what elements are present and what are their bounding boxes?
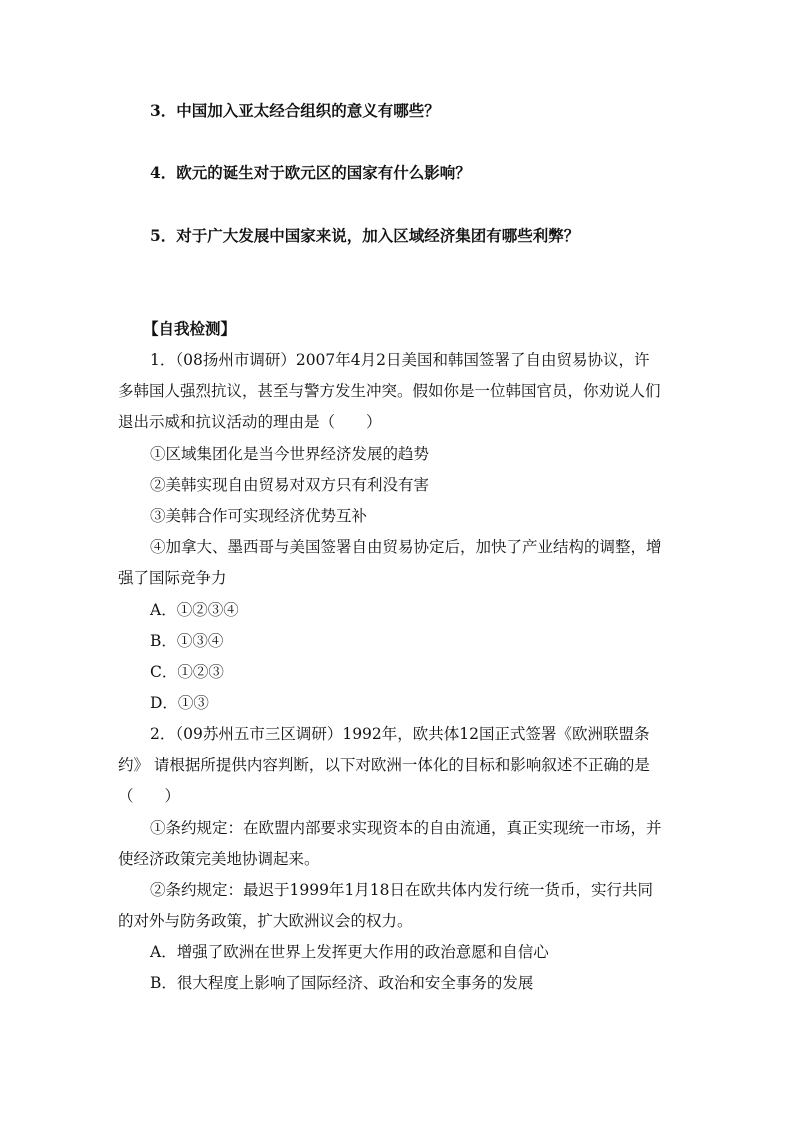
q1-statement-4-line-1: ④加拿大、墨西哥与美国签署自由贸易协定后，加快了产业结构的调整，增 — [150, 538, 662, 556]
q2-line-1: 2．（09苏州五市三区调研）1992年，欧共体12国正式签署《欧洲联盟条 — [150, 725, 650, 743]
q1-statement-2: ②美韩实现自由贸易对双方只有利没有害 — [150, 476, 430, 494]
q2-statement-1-line-2: 使经济政策完美地协调起来。 — [118, 850, 320, 868]
q2-statement-1-line-1: ①条约规定：在欧盟内部要求实现资本的自由流通，真正实现统一市场，并 — [150, 819, 662, 837]
question-4: 4．欧元的诞生对于欧元区的国家有什么影响？ — [150, 163, 471, 182]
q2-line-3: （ ） — [118, 787, 181, 805]
q2-option-b: B．很大程度上影响了国际经济、政治和安全事务的发展 — [150, 974, 534, 992]
q1-option-d: D．①③ — [150, 694, 209, 712]
q1-option-a: A．①②③④ — [150, 601, 239, 619]
q1-option-c: C．①②③ — [150, 663, 224, 681]
q1-statement-3: ③美韩合作可实现经济优势互补 — [150, 507, 368, 525]
q1-line-3: 退出示威和抗议活动的理由是（ ） — [118, 413, 382, 431]
q2-line-2: 约》 请根据所提供内容判断，以下对欧洲一体化的目标和影响叙述不正确的是 — [118, 756, 650, 774]
q2-statement-2-line-1: ②条约规定：最迟于1999年1月18日在欧共体内发行统一货币，实行共同 — [150, 881, 654, 899]
q1-statement-1: ①区域集团化是当今世界经济发展的趋势 — [150, 445, 430, 463]
question-5: 5．对于广大发展中国家来说，加入区域经济集团有哪些利弊？ — [150, 226, 580, 245]
q2-statement-2-line-2: 的对外与防务政策，扩大欧洲议会的权力。 — [118, 912, 413, 930]
section-title: 【自我检测】 — [143, 319, 237, 338]
q1-line-2: 多韩国人强烈抗议，甚至与警方发生冲突。假如你是一位韩国官员，你劝说人们 — [118, 382, 661, 400]
q2-option-a: A．增强了欧洲在世界上发挥更大作用的政治意愿和自信心 — [150, 943, 549, 961]
q1-option-b: B．①③④ — [150, 632, 224, 650]
q1-line-1: 1．（08扬州市调研）2007年4月2日美国和韩国签署了自由贸易协议，许 — [150, 351, 650, 369]
q1-statement-4-line-2: 强了国际竞争力 — [118, 569, 227, 587]
question-3: 3．中国加入亚太经合组织的意义有哪些？ — [150, 101, 440, 120]
